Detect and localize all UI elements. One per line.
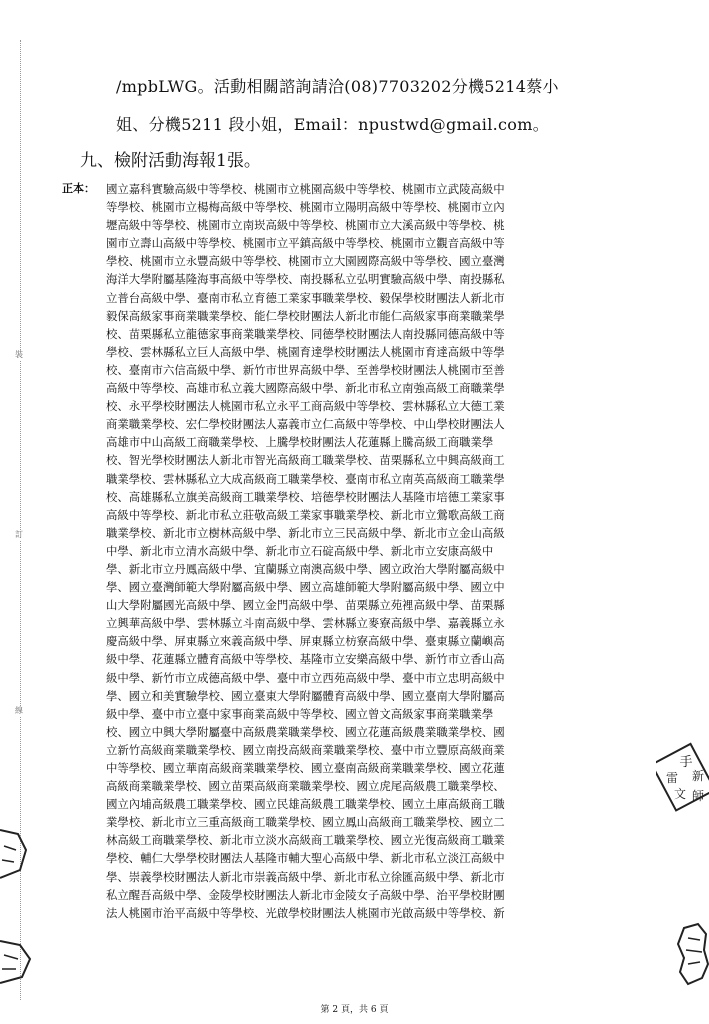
recipient-line: 職業學校、新北市立樹林高級中學、新北市立三民高級中學、新北市立金山高級 [106,525,505,540]
page-footer: 第 2 頁，共 6 頁 [320,1005,389,1015]
recipient-line: 林高級工商職業學校、新北市立淡水高級商工職業學校、國立光復高級商工職業 [106,833,505,848]
stamp-char-shi: 師 [691,789,705,803]
recipient-line: 校、智光學校財團法人新北市智光高級商工職業學校、苗栗縣私立中興高級商工 [106,453,505,468]
stamp-char-wen: 文 [673,787,687,801]
recipient-line: 國立嘉科實驗高級中等學校、桃園市立桃園高級中等學校、桃園市立武陵高級中 [106,182,505,196]
recipient-line: 業學校、新北市立三重高級商工職業學校、國立鳳山高級商工職業學校、國立二 [106,815,505,830]
recipient-line: 高級商業職業學校、國立苗栗高級商業職業學校、國立虎尾高級農工職業學校、 [106,779,505,794]
binding-mark-ding: 訂 [15,530,23,539]
recipient-line: 學、國立和美實驗學校、國立臺東大學附屬體育高級中學、國立臺南大學附屬高 [106,688,505,703]
recipient-line: 校、高雄縣私立旗美高級商工職業學校、培德學校財團法人基隆市培德工業家事 [106,489,505,504]
stamp-right-upper [656,742,709,812]
recipient-line: 學、國立臺灣師範大學附屬高級中學、國立高雄師範大學附屬高級中學、國立中 [106,580,505,595]
recipient-line: 級中學、新竹市立成德高級中學、臺中市立西苑高級中學、臺中市立忠明高級中 [106,670,505,685]
recipient-line: 商業職業學校、宏仁學校財團法人嘉義市立仁高級中等學校、中山學校財團法人 [106,417,505,432]
contact-line-1: /mpbLWG。活動相關諮詢請洽(08)7703202分機5214蔡小 [116,77,559,96]
recipient-line: 高級中等學校、新北市私立莊敬高級工業家事職業學校、新北市立鶯歌高級工商 [106,507,505,522]
recipient-line: 職業學校、雲林縣私立大成高級商工職業學校、臺南市私立南英高級商工職業學 [106,471,505,486]
recipient-line: 學校、桃園市立永豐高級中等學校、桃園市立大園國際高級中等學校、國立臺灣 [106,254,505,269]
stamp-left-lower [0,935,34,990]
stamp-left-upper [0,820,30,890]
section-item-nine: 九、檢附活動海報1張。 [80,151,261,171]
recipients-label: 正本： [62,182,95,195]
recipient-line: 校、永平學校財團法人桃園市私立永平工商高級中等學校、雲林縣私立大德工業 [106,399,505,414]
recipient-line: 壢高級中等學校、桃園市立南崁高級中等學校、桃園市立大溪高級中等學校、桃 [106,218,505,233]
recipient-line: 立興華高級中學、雲林縣立斗南高級中學、雲林縣立麥寮高級中學、嘉義縣立永 [106,616,505,631]
recipient-line: 學、新北市立丹鳳高級中學、宜蘭縣立南澳高級中學、國立政治大學附屬高級中 [106,561,505,576]
contact-line-2: 姐、分機5211 段小姐，Email：npustwd@gmail.com。 [116,115,549,134]
recipient-line: 高雄市中山高級工商職業學校、上騰學校財團法人花蓮縣上騰高級工商職業學 [106,435,494,450]
recipient-line: 級中學、臺中市立臺中家事商業高級中等學校、國立曾文高級家事商業職業學 [106,706,494,721]
recipient-line: 校、臺南市六信高級中學、新竹市世界高級中學、至善學校財團法人桃園市至善 [106,362,505,377]
contact-paragraph [108,68,668,144]
binding-mark-zhuang: 裝 [15,350,23,359]
recipient-line: 學校、輔仁大學學校財團法人基隆市輔大聖心高級中學、新北市私立淡江高級中 [106,851,505,866]
recipient-line: 學校、雲林縣私立巨人高級中學、桃園育達學校財團法人桃園市育達高級中等學 [106,344,505,359]
recipient-line: 等學校、桃園市立楊梅高級中等學校、桃園市立陽明高級中等學校、桃園市立內 [106,200,505,215]
stamp-char-xin: 新 [691,769,705,783]
recipient-line: 校、國立中興大學附屬臺中高級農業職業學校、國立花蓮高級農業職業學校、國 [106,724,505,739]
recipient-line: 慶高級中學、屏東縣立來義高級中學、屏東縣立枋寮高級中學、臺東縣立蘭嶼高 [106,634,505,649]
recipient-line: 校、苗栗縣私立龍德家事商業職業學校、同德學校財團法人南投縣同德高級中等 [106,326,505,341]
recipient-line: 國立內埔高級農工職業學校、國立民雄高級農工職業學校、國立土庫高級商工職 [106,797,505,812]
recipient-line: 園市立壽山高級中等學校、桃園市立平鎮高級中等學校、桃園市立觀音高級中等 [106,236,505,251]
binding-mark-xian: 線 [15,706,23,715]
recipient-line: 級中學、花蓮縣立體育高級中等學校、基隆市立安樂高級中學、新竹市立香山高 [106,652,505,667]
recipient-line: 立新竹高級商業職業學校、國立南投高級商業職業學校、臺中市立豐原高級商業 [106,742,505,757]
stamp-right-lower [676,920,709,990]
recipients-list [106,180,646,922]
recipient-line: 私立醒吾高級中學、金陵學校財團法人新北市金陵女子高級中學、治平學校財團 [106,887,505,902]
recipient-line: 中學、新北市立清水高級中學、新北市立石碇高級中學、新北市立安康高級中 [106,543,494,558]
recipient-line: 海洋大學附屬基隆海事高級中等學校、南投縣私立弘明實驗高級中學、南投縣私 [106,272,505,287]
recipient-line: 山大學附屬國光高級中學、國立金門高級中學、苗栗縣立苑裡高級中學、苗栗縣 [106,598,505,613]
recipient-line: 高級中等學校、高雄市私立義大國際高級中學、新北市私立南強高級工商職業學 [106,381,505,396]
stamp-char-lei: 雷 [665,771,679,785]
recipient-line: 毅保高級家事商業職業學校、能仁學校財團法人新北市能仁高級家事商業職業學 [106,308,505,323]
recipient-line: 立普台高級中學、臺南市私立育德工業家事職業學校、毅保學校財團法人新北市 [106,290,505,305]
recipient-line: 法人桃園市治平高級中等學校、光啟學校財團法人桃園市光啟高級中等學校、新 [106,905,505,920]
recipient-line: 中等學校、國立華南高級商業職業學校、國立臺南高級商業職業學校、國立花蓮 [106,761,505,775]
stamp-char-shou: 手 [679,755,693,770]
recipient-line: 學、崇義學校財團法人新北市崇義高級中學、新北市私立徐匯高級中學、新北市 [106,869,505,884]
